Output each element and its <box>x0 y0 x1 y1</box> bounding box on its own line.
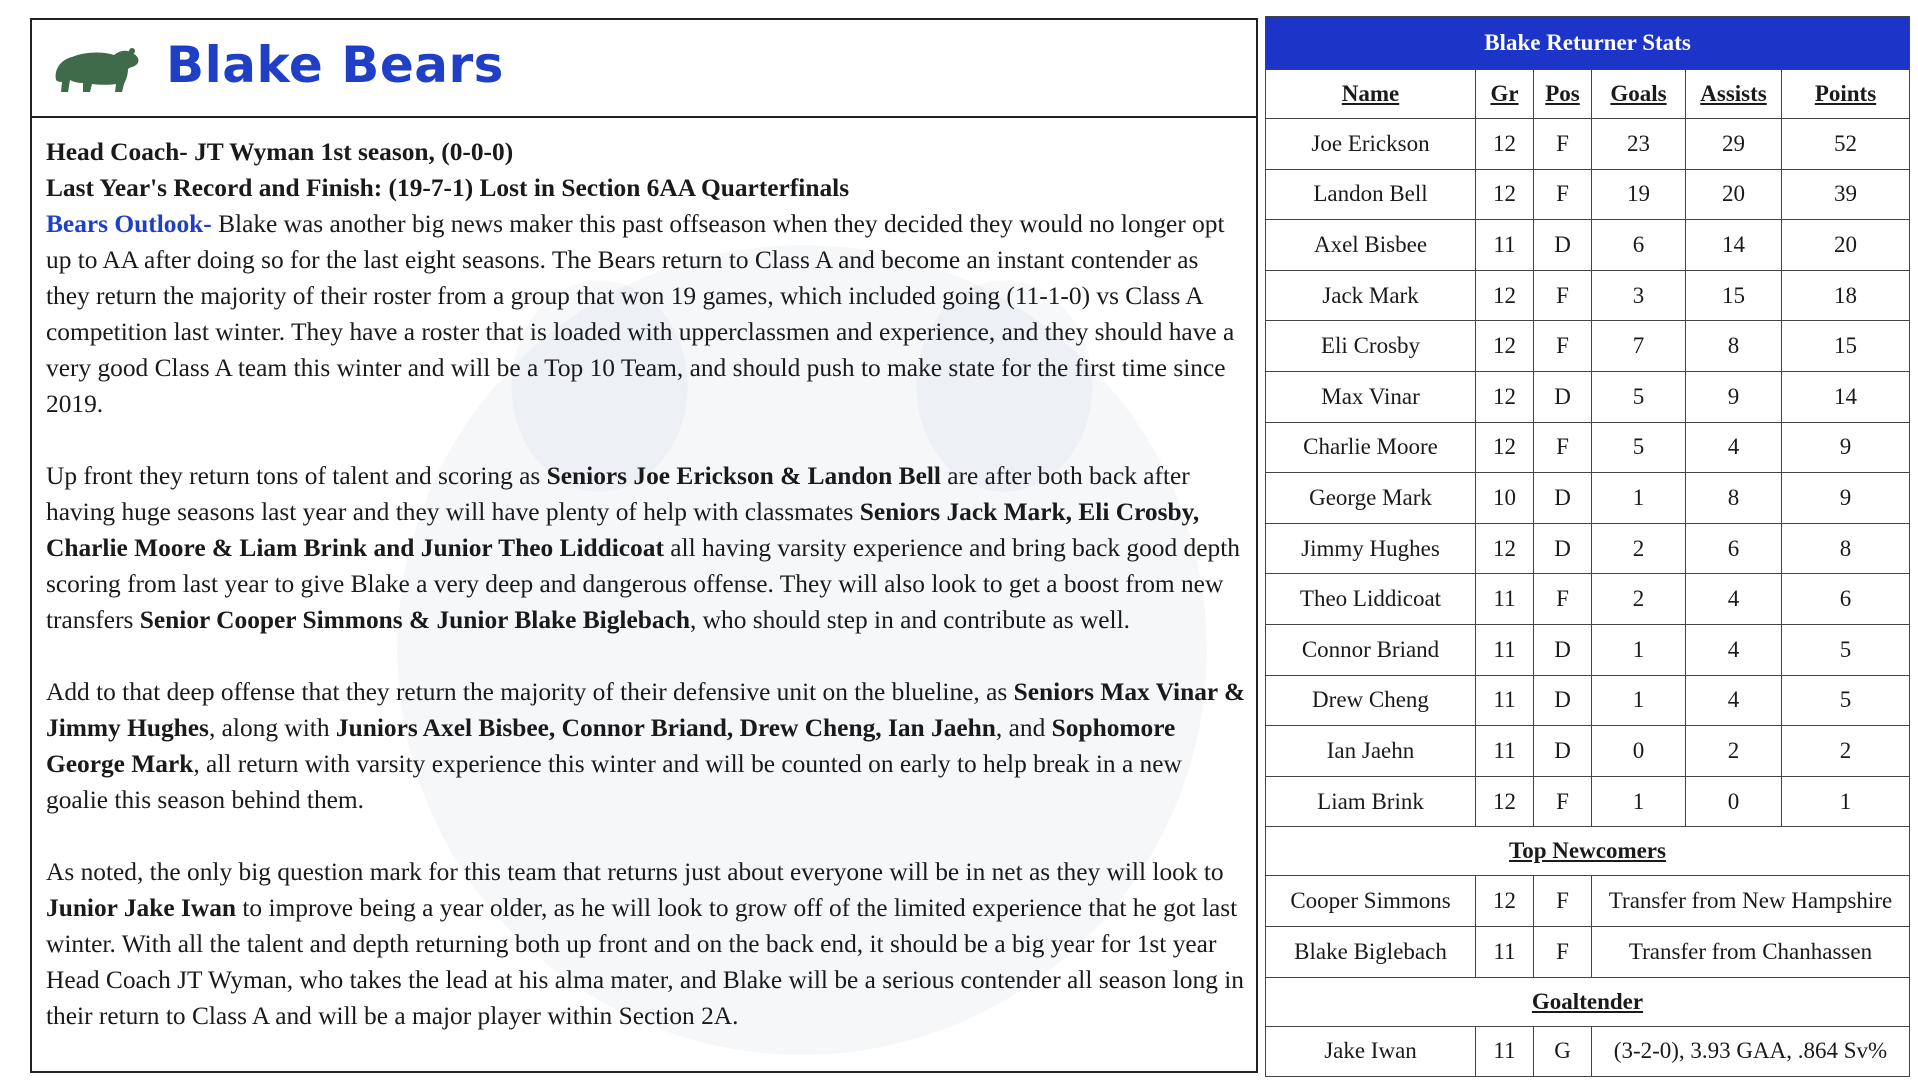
table-cell: 8 <box>1686 321 1782 372</box>
table-cell: D <box>1534 523 1592 574</box>
table-cell: 5 <box>1592 371 1686 422</box>
table-cell: 0 <box>1686 776 1782 827</box>
table-cell: 11 <box>1476 726 1534 777</box>
newcomer-row <box>1266 876 1910 927</box>
table-cell: 11 <box>1476 926 1534 977</box>
defense-paragraph <box>46 674 1246 818</box>
newcomer-row <box>1266 926 1910 977</box>
table-cell: D <box>1534 371 1592 422</box>
table-cell: 1 <box>1592 675 1686 726</box>
text-run: are after both back after having huge seasons last year and they will have plenty of help with classmates <box>46 462 1190 526</box>
player-names: Junior Jake Iwan <box>46 894 237 922</box>
table-cell: F <box>1534 321 1592 372</box>
table-cell: 5 <box>1592 422 1686 473</box>
column-header: Points <box>1782 70 1910 119</box>
table-cell: 11 <box>1476 220 1534 271</box>
table-cell: 6 <box>1686 523 1782 574</box>
goalie-paragraph <box>46 854 1246 1034</box>
text-run: , all return with varsity experience this winter and will be counted on early to help break in a new goalie this season behind them. <box>46 750 1182 814</box>
table-cell: Drew Cheng <box>1266 675 1476 726</box>
record-line: Last Year's Record and Finish: (19-7-1) Lost in Section 6AA Quarterfinals <box>46 174 850 202</box>
table-cell: Liam Brink <box>1266 776 1476 827</box>
table-cell: 12 <box>1476 119 1534 170</box>
table-cell: 12 <box>1476 876 1534 927</box>
text-run: As noted, the only big question mark for this team that returns just about everyone will be in net as they will look to <box>46 858 1224 886</box>
returner-stats-table <box>1265 16 1910 1077</box>
table-cell: 12 <box>1476 776 1534 827</box>
goaltender-rows <box>1266 1026 1910 1077</box>
article-header <box>32 20 1256 118</box>
table-cell: Axel Bisbee <box>1266 220 1476 271</box>
text-run: , and <box>995 714 1052 742</box>
table-cell: 18 <box>1782 270 1910 321</box>
table-cell: 5 <box>1782 675 1910 726</box>
player-names: Sophomore George Mark <box>46 714 1176 778</box>
table-cell: Jack Mark <box>1266 270 1476 321</box>
table-cell: 4 <box>1686 574 1782 625</box>
table-cell: 2 <box>1592 523 1686 574</box>
table-cell: 19 <box>1592 169 1686 220</box>
column-header: Gr <box>1476 70 1534 119</box>
table-row <box>1266 220 1910 271</box>
table-cell: 11 <box>1476 624 1534 675</box>
table-row <box>1266 675 1910 726</box>
column-header: Assists <box>1686 70 1782 119</box>
table-cell: Landon Bell <box>1266 169 1476 220</box>
table-cell: Jimmy Hughes <box>1266 523 1476 574</box>
table-cell: F <box>1534 270 1592 321</box>
table-row <box>1266 523 1910 574</box>
table-cell: 11 <box>1476 574 1534 625</box>
table-cell: Blake Biglebach <box>1266 926 1476 977</box>
forwards-paragraph <box>46 458 1246 638</box>
player-names: Juniors Axel Bisbee, Connor Briand, Drew Cheng, Ian Jaehn <box>335 714 996 742</box>
goaltender-heading: Goaltender <box>1266 977 1910 1026</box>
coach-line: Head Coach- JT Wyman 1st season, (0-0-0) <box>46 138 514 166</box>
text-run: to improve being a year older, as he will look to grow off of the limited experience that he got last winter. With all the talent and depth returning both up front and on the back end, it should be a big year for 1st year Head Coach JT Wyman, who takes the lead at his alma mater, and Blake will be a serious contender all season long in their return to Class A and will be a major player within Section 2A. <box>46 894 1244 1030</box>
table-cell: 9 <box>1782 422 1910 473</box>
table-cell: 8 <box>1782 523 1910 574</box>
table-row <box>1266 422 1910 473</box>
table-cell: 0 <box>1592 726 1686 777</box>
table-cell: Ian Jaehn <box>1266 726 1476 777</box>
column-header: Goals <box>1592 70 1686 119</box>
stat-rows <box>1266 119 1910 827</box>
table-cell: F <box>1534 926 1592 977</box>
player-names: Seniors Joe Erickson & Landon Bell <box>546 462 941 490</box>
table-row <box>1266 726 1910 777</box>
table-cell: 9 <box>1686 371 1782 422</box>
table-cell: 4 <box>1686 624 1782 675</box>
table-cell: 12 <box>1476 270 1534 321</box>
table-cell: 8 <box>1686 473 1782 524</box>
table-cell: 11 <box>1476 675 1534 726</box>
table-cell: 20 <box>1686 169 1782 220</box>
table-row <box>1266 169 1910 220</box>
player-names: Senior Cooper Simmons & Junior Blake Biglebach <box>139 606 690 634</box>
article-body <box>32 118 1256 1034</box>
table-cell: 9 <box>1782 473 1910 524</box>
table-cell: Transfer from New Hampshire <box>1592 876 1910 927</box>
table-cell: D <box>1534 675 1592 726</box>
table-cell: 15 <box>1686 270 1782 321</box>
table-cell: F <box>1534 574 1592 625</box>
table-cell: Charlie Moore <box>1266 422 1476 473</box>
table-row <box>1266 776 1910 827</box>
table-cell: 4 <box>1686 422 1782 473</box>
table-cell: Eli Crosby <box>1266 321 1476 372</box>
table-cell: 15 <box>1782 321 1910 372</box>
outlook-label: Bears Outlook- <box>46 210 212 238</box>
text-run: Up front they return tons of talent and scoring as <box>46 462 547 490</box>
outlook-paragraph <box>46 206 1246 422</box>
table-cell: Theo Liddicoat <box>1266 574 1476 625</box>
table-cell: 6 <box>1592 220 1686 271</box>
team-title: Blake Bears <box>166 36 504 94</box>
text-run: , along with <box>208 714 336 742</box>
column-header-row <box>1266 70 1910 119</box>
table-row <box>1266 473 1910 524</box>
table-cell: D <box>1534 220 1592 271</box>
table-cell: Cooper Simmons <box>1266 876 1476 927</box>
table-cell: 12 <box>1476 523 1534 574</box>
player-names: Seniors Jack Mark, Eli Crosby, Charlie Moore & Liam Brink and Junior Theo Liddicoat <box>46 498 1200 562</box>
table-cell: 5 <box>1782 624 1910 675</box>
outlook-text: Blake was another big news maker this past offseason when they decided they would no longer opt up to AA after doing so for the last eight seasons. The Bears return to Class A and become an instant contender as they return the majority of their roster from a group that won 19 games, which included going (11-1-0) vs Class A competition last winter. They have a roster that is loaded with upperclassmen and experience, and they should have a very good Class A team this winter and will be a Top 10 Team, and should push to make state for the first time since 2019. <box>46 210 1235 418</box>
table-cell: F <box>1534 119 1592 170</box>
table-row <box>1266 371 1910 422</box>
table-row <box>1266 270 1910 321</box>
table-cell: Joe Erickson <box>1266 119 1476 170</box>
table-cell: Jake Iwan <box>1266 1026 1476 1077</box>
table-cell: D <box>1534 624 1592 675</box>
table-cell: 1 <box>1592 624 1686 675</box>
text-run: Add to that deep offense that they return the majority of their defensive unit on the blueline, as <box>46 678 1014 706</box>
table-cell: 4 <box>1686 675 1782 726</box>
text-run: , who should step in and contribute as well. <box>689 606 1131 634</box>
newcomers-heading: Top Newcomers <box>1266 827 1910 876</box>
table-cell: 12 <box>1476 169 1534 220</box>
table-cell: 1 <box>1592 473 1686 524</box>
table-cell: 12 <box>1476 371 1534 422</box>
table-cell: F <box>1534 169 1592 220</box>
table-cell: George Mark <box>1266 473 1476 524</box>
table-cell: Transfer from Chanhassen <box>1592 926 1910 977</box>
table-cell: 12 <box>1476 321 1534 372</box>
table-row <box>1266 574 1910 625</box>
table-cell: D <box>1534 473 1592 524</box>
table-cell: 2 <box>1592 574 1686 625</box>
table-cell: Connor Briand <box>1266 624 1476 675</box>
table-cell: 1 <box>1782 776 1910 827</box>
table-cell: 29 <box>1686 119 1782 170</box>
table-cell: F <box>1534 876 1592 927</box>
table-cell: 14 <box>1782 371 1910 422</box>
text-run: all having varsity experience and bring back good depth scoring from last year to give Blake a very deep and dangerous offense. They will also look to get a boost from new transfers <box>46 534 1240 634</box>
table-cell: 11 <box>1476 1026 1534 1077</box>
table-cell: 10 <box>1476 473 1534 524</box>
stats-title: Blake Returner Stats <box>1266 17 1910 70</box>
table-cell: F <box>1534 776 1592 827</box>
table-cell: 2 <box>1782 726 1910 777</box>
table-cell: F <box>1534 422 1592 473</box>
table-row <box>1266 624 1910 675</box>
newcomer-rows <box>1266 876 1910 977</box>
table-cell: 12 <box>1476 422 1534 473</box>
table-cell: 1 <box>1592 776 1686 827</box>
table-cell: (3-2-0), 3.93 GAA, .864 Sv% <box>1592 1026 1910 1077</box>
player-names: Seniors Max Vinar & Jimmy Hughes <box>46 678 1246 742</box>
column-header: Name <box>1266 70 1476 119</box>
table-cell: 23 <box>1592 119 1686 170</box>
table-cell: 6 <box>1782 574 1910 625</box>
table-cell: 52 <box>1782 119 1910 170</box>
table-cell: 14 <box>1686 220 1782 271</box>
table-cell: 3 <box>1592 270 1686 321</box>
table-cell: D <box>1534 726 1592 777</box>
table-cell: Max Vinar <box>1266 371 1476 422</box>
stats-panel <box>1265 16 1909 1076</box>
table-row <box>1266 321 1910 372</box>
table-cell: 2 <box>1686 726 1782 777</box>
table-cell: 7 <box>1592 321 1686 372</box>
table-row <box>1266 119 1910 170</box>
table-cell: G <box>1534 1026 1592 1077</box>
table-cell: 39 <box>1782 169 1910 220</box>
column-header: Pos <box>1534 70 1592 119</box>
table-cell: 20 <box>1782 220 1910 271</box>
article-panel <box>30 18 1258 1073</box>
goaltender-row <box>1266 1026 1910 1077</box>
bear-logo-icon <box>50 40 142 96</box>
